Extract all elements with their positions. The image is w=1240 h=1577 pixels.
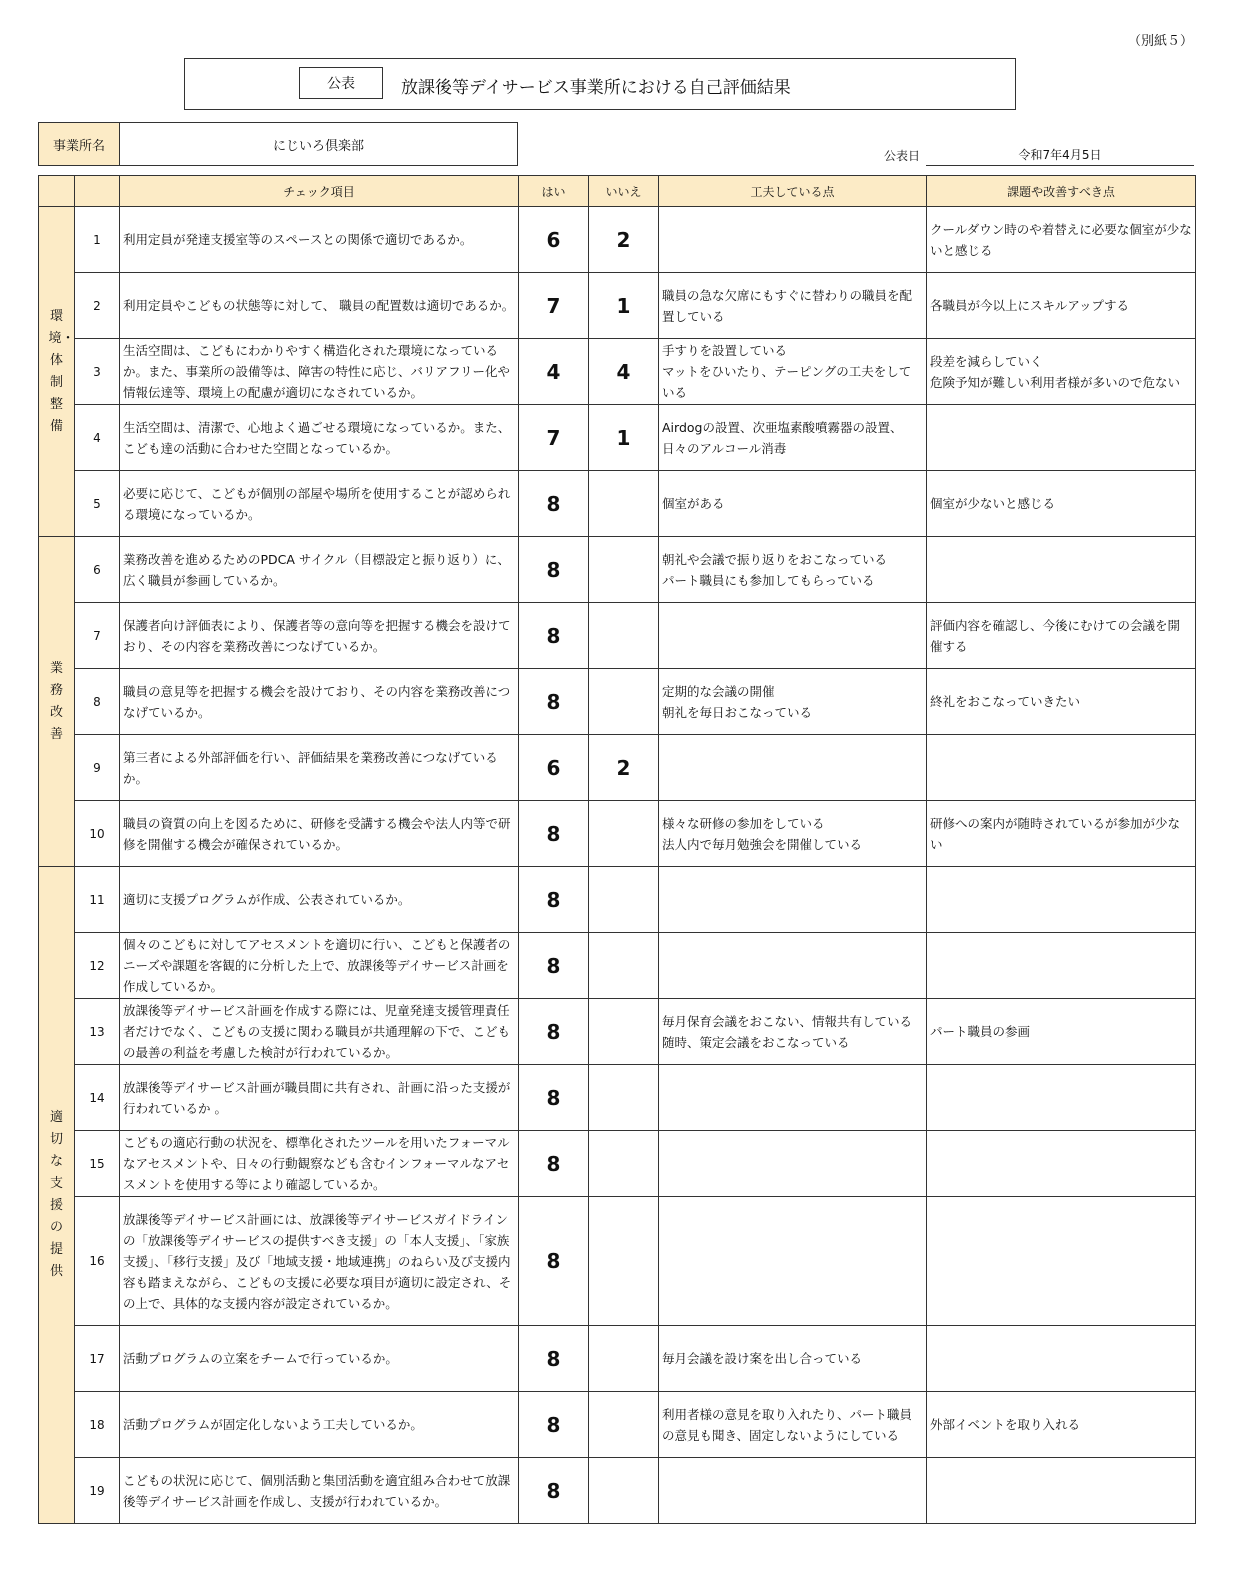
efforts-cell: 定期的な会議の開催 朝礼を毎日おこなっている (659, 669, 927, 735)
check-item: 活動プログラムの立案をチームで行っているか。 (120, 1326, 519, 1392)
page-title: 放課後等デイサービス事業所における自己評価結果 (401, 78, 791, 98)
no-count (589, 1131, 659, 1197)
yes-count: 8 (519, 1392, 589, 1458)
title-box (184, 58, 1016, 110)
check-item: 第三者による外部評価を行い、評価結果を業務改善につなげているか。 (120, 735, 519, 801)
table-row (39, 1326, 1196, 1392)
no-count (589, 1392, 659, 1458)
no-count: 2 (589, 735, 659, 801)
no-count (589, 801, 659, 867)
yes-count: 8 (519, 801, 589, 867)
check-item: 個々のこどもに対してアセスメントを適切に行い、こどもと保護者のニーズや課題を客観的に分析した上で、放課後等デイサービス計画を作成しているか。 (120, 933, 519, 999)
row-number: 14 (75, 1065, 120, 1131)
no-count (589, 867, 659, 933)
issues-cell (927, 867, 1196, 933)
check-item: 生活空間は、清潔で、心地よく過ごせる環境になっているか。また、こども達の活動に合わせた空間となっているか。 (120, 405, 519, 471)
table-row (39, 1458, 1196, 1524)
efforts-cell: 利用者様の意見を取り入れたり、パート職員の意見も聞き、固定しないようにしている (659, 1392, 927, 1458)
row-number: 11 (75, 867, 120, 933)
row-number: 17 (75, 1326, 120, 1392)
check-item: 放課後等デイサービス計画を作成する際には、児童発達支援管理責任者だけでなく、こどもの支援に関わる職員が共通理解の下で、こどもの最善の利益を考慮した検討が行われているか。 (120, 999, 519, 1065)
row-number: 18 (75, 1392, 120, 1458)
table-row (39, 735, 1196, 801)
check-item: 放課後等デイサービス計画には、放課後等デイサービスガイドラインの「放課後等デイサービスの提供すべき支援」の「本人支援」、「家族支援」、「移行支援」及び「地域支援・地域連携」のねらい及び支援内容も踏まえながら、こどもの支援に必要な項目が適切に設定され、その上で、具体的な支援内容が設定されているか。 (120, 1197, 519, 1326)
issues-cell (927, 1458, 1196, 1524)
efforts-cell (659, 1197, 927, 1326)
yes-count: 8 (519, 537, 589, 603)
issues-cell (927, 1131, 1196, 1197)
efforts-cell (659, 1131, 927, 1197)
issues-cell: 外部イベントを取り入れる (927, 1392, 1196, 1458)
row-number: 7 (75, 603, 120, 669)
row-number: 2 (75, 273, 120, 339)
check-item: こどもの状況に応じて、個別活動と集団活動を適宜組み合わせて放課後等デイサービス計画を作成し、支援が行われているか。 (120, 1458, 519, 1524)
efforts-cell: 毎月保育会議をおこない、情報共有している 随時、策定会議をおこなっている (659, 999, 927, 1065)
check-item: 必要に応じて、こどもが個別の部屋や場所を使用することが認められる環境になっているか。 (120, 471, 519, 537)
category-improvement (39, 537, 75, 867)
row-number: 1 (75, 207, 120, 273)
no-count (589, 1326, 659, 1392)
table-row (39, 867, 1196, 933)
issues-cell: 研修への案内が随時されているが参加が少ない (927, 801, 1196, 867)
no-count (589, 933, 659, 999)
yes-count: 7 (519, 405, 589, 471)
row-number: 9 (75, 735, 120, 801)
issues-cell (927, 735, 1196, 801)
category-label: 環境・体制整備 (48, 308, 75, 434)
header-no: いいえ (589, 176, 659, 207)
check-item: 職員の資質の向上を図るために、研修を受講する機会や法人内等で研修を開催する機会が確保されているか。 (120, 801, 519, 867)
check-item: こどもの適応行動の状況を、標準化されたツールを用いたフォーマルなアセスメントや、日々の行動観察なども含むインフォーマルなアセスメントを使用する等により確認しているか。 (120, 1131, 519, 1197)
issues-cell: 個室が少ないと感じる (927, 471, 1196, 537)
office-name: にじいろ倶楽部 (272, 138, 364, 154)
efforts-cell (659, 735, 927, 801)
evaluation-table (38, 175, 1196, 1524)
yes-count: 8 (519, 999, 589, 1065)
table-row (39, 933, 1196, 999)
check-item: 業務改善を進めるためのPDCA サイクル（目標設定と振り返り）に、広く職員が参画しているか。 (120, 537, 519, 603)
yes-count: 4 (519, 339, 589, 405)
table-row (39, 603, 1196, 669)
row-number: 4 (75, 405, 120, 471)
row-number: 19 (75, 1458, 120, 1524)
table-row (39, 801, 1196, 867)
efforts-cell (659, 207, 927, 273)
check-item: 放課後等デイサービス計画が職員間に共有され、計画に沿った支援が行われているか 。 (120, 1065, 519, 1131)
yes-count: 8 (519, 1197, 589, 1326)
table-row (39, 537, 1196, 603)
table-row (39, 405, 1196, 471)
publication-date-label: 公表日 (884, 149, 921, 163)
office-label: 事業所名 (39, 123, 120, 165)
yes-count: 6 (519, 735, 589, 801)
table-row (39, 273, 1196, 339)
efforts-cell: 毎月会議を設け案を出し合っている (659, 1326, 927, 1392)
table-row (39, 999, 1196, 1065)
no-count: 1 (589, 405, 659, 471)
table-row (39, 207, 1196, 273)
attachment-label: （別紙５） (1128, 34, 1194, 49)
no-count (589, 1458, 659, 1524)
yes-count: 6 (519, 207, 589, 273)
yes-count: 7 (519, 273, 589, 339)
row-number: 6 (75, 537, 120, 603)
row-number: 15 (75, 1131, 120, 1197)
table-row (39, 1197, 1196, 1326)
category-environment (39, 207, 75, 537)
no-count (589, 999, 659, 1065)
header-efforts: 工夫している点 (659, 176, 927, 207)
check-item: 生活空間は、こどもにわかりやすく構造化された環境になっているか。また、事業所の設備等は、障害の特性に応じ、バリアフリー化や情報伝達等、環境上の配慮が適切になされているか。 (120, 339, 519, 405)
yes-count: 8 (519, 603, 589, 669)
check-item: 利用定員やこどもの状態等に対して、 職員の配置数は適切であるか。 (120, 273, 519, 339)
table-row (39, 339, 1196, 405)
check-item: 活動プログラムが固定化しないよう工夫しているか。 (120, 1392, 519, 1458)
publication-date: 令和7年4月5日 (926, 146, 1194, 166)
efforts-cell: Airdogの設置、次亜塩素酸噴霧器の設置、日々のアルコール消毒 (659, 405, 927, 471)
efforts-cell (659, 867, 927, 933)
efforts-cell (659, 1458, 927, 1524)
header-check-item: チェック項目 (120, 176, 519, 207)
row-number: 16 (75, 1197, 120, 1326)
category-label: 業務改善 (49, 660, 63, 742)
issues-cell (927, 1197, 1196, 1326)
header-number (75, 176, 120, 207)
no-count (589, 471, 659, 537)
table-row (39, 1131, 1196, 1197)
yes-count: 8 (519, 933, 589, 999)
public-badge: 公表 (299, 67, 383, 99)
header-issues: 課題や改善すべき点 (927, 176, 1196, 207)
row-number: 12 (75, 933, 120, 999)
issues-cell: 各職員が今以上にスキルアップする (927, 273, 1196, 339)
issues-cell: パート職員の参画 (927, 999, 1196, 1065)
issues-cell (927, 1065, 1196, 1131)
issues-cell (927, 405, 1196, 471)
efforts-cell: 手すりを設置している マットをひいたり、テーピングの工夫をしている (659, 339, 927, 405)
yes-count: 8 (519, 867, 589, 933)
no-count: 2 (589, 207, 659, 273)
row-number: 5 (75, 471, 120, 537)
efforts-cell: 様々な研修の参加をしている 法人内で毎月勉強会を開催している (659, 801, 927, 867)
check-item: 利用定員が発達支援室等のスペースとの関係で適切であるか。 (120, 207, 519, 273)
no-count (589, 537, 659, 603)
yes-count: 8 (519, 1065, 589, 1131)
efforts-cell (659, 933, 927, 999)
no-count (589, 1065, 659, 1131)
check-item: 保護者向け評価表により、保護者等の意向等を把握する機会を設けており、その内容を業務改善につなげているか。 (120, 603, 519, 669)
efforts-cell (659, 1065, 927, 1131)
table-row (39, 471, 1196, 537)
row-number: 10 (75, 801, 120, 867)
category-label: 適切な支援の提供 (49, 1110, 63, 1279)
no-count: 4 (589, 339, 659, 405)
header-yes: はい (519, 176, 589, 207)
row-number: 13 (75, 999, 120, 1065)
office-box (38, 122, 518, 166)
issues-cell (927, 537, 1196, 603)
efforts-cell: 職員の急な欠席にもすぐに替わりの職員を配置している (659, 273, 927, 339)
efforts-cell: 朝礼や会議で振り返りをおこなっている パート職員にも参加してもらっている (659, 537, 927, 603)
efforts-cell: 個室がある (659, 471, 927, 537)
yes-count: 8 (519, 471, 589, 537)
check-item: 職員の意見等を把握する機会を設けており、その内容を業務改善につなげているか。 (120, 669, 519, 735)
row-number: 3 (75, 339, 120, 405)
issues-cell: 段差を減らしていく 危険予知が難しい利用者様が多いので危ない (927, 339, 1196, 405)
efforts-cell (659, 603, 927, 669)
issues-cell (927, 933, 1196, 999)
yes-count: 8 (519, 1326, 589, 1392)
row-number: 8 (75, 669, 120, 735)
table-row (39, 1392, 1196, 1458)
no-count: 1 (589, 273, 659, 339)
issues-cell: 終礼をおこなっていきたい (927, 669, 1196, 735)
yes-count: 8 (519, 1458, 589, 1524)
table-row (39, 669, 1196, 735)
check-item: 適切に支援プログラムが作成、公表されているか。 (120, 867, 519, 933)
table-row (39, 1065, 1196, 1131)
category-support (39, 867, 75, 1524)
yes-count: 8 (519, 1131, 589, 1197)
no-count (589, 669, 659, 735)
issues-cell (927, 1326, 1196, 1392)
no-count (589, 603, 659, 669)
issues-cell: 評価内容を確認し、今後にむけての会議を開催する (927, 603, 1196, 669)
header-category (39, 176, 75, 207)
yes-count: 8 (519, 669, 589, 735)
issues-cell: クールダウン時のや着替えに必要な個室が少ないと感じる (927, 207, 1196, 273)
no-count (589, 1197, 659, 1326)
